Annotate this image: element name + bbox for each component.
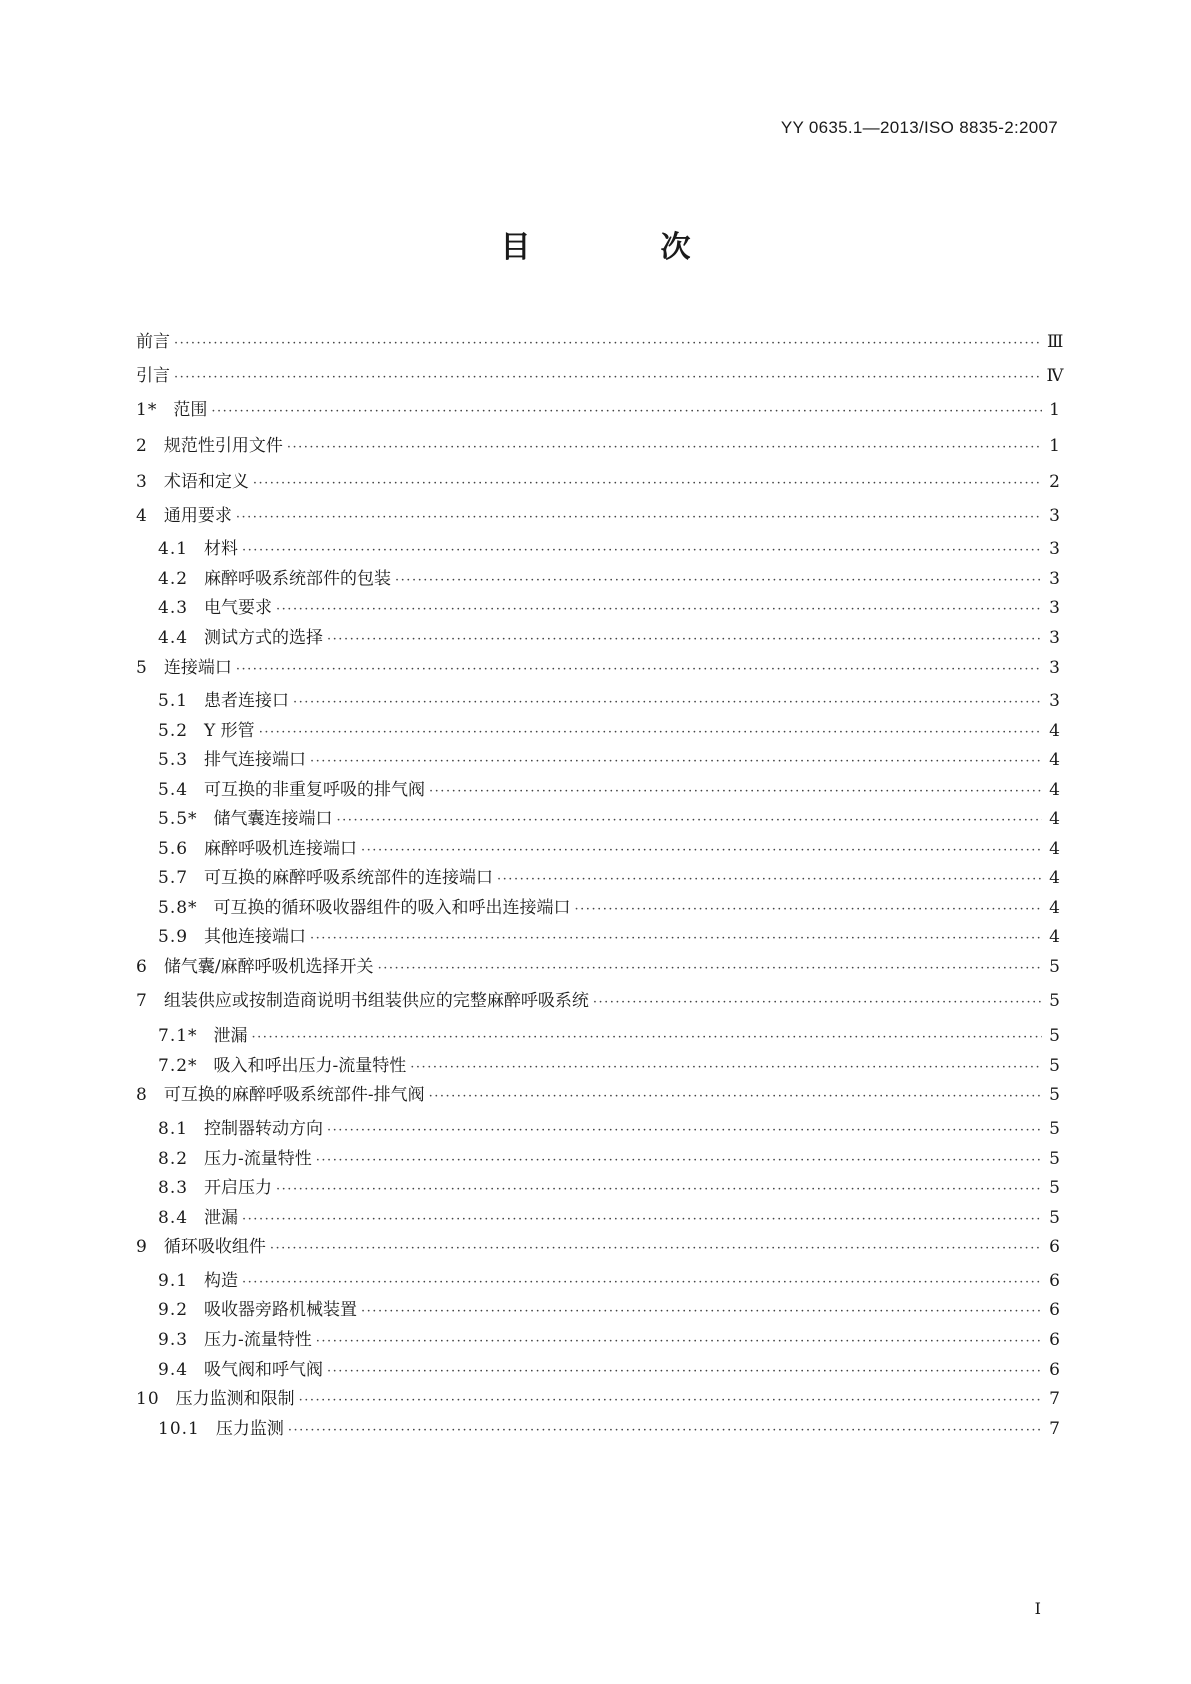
toc-dot-leader (395, 572, 1042, 590)
toc-entry[interactable] (136, 431, 1060, 457)
toc-dot-leader (361, 1303, 1042, 1321)
toc-entry-number: 9.1 (158, 1271, 189, 1291)
toc-entry-page: Ⅲ (1046, 332, 1064, 352)
toc-entry-number: 5.6 (158, 839, 189, 859)
toc-entry-number: 5.2 (158, 721, 189, 741)
toc-dot-leader (327, 631, 1042, 649)
toc-entry-title (158, 627, 327, 649)
toc-dot-leader (310, 753, 1042, 771)
toc-entry-title (158, 808, 337, 830)
toc-entry-label: 电气要求 (204, 598, 273, 618)
toc-entry-page: 5 (1049, 1208, 1060, 1228)
toc-entry-label: 吸收器旁路机械装置 (204, 1300, 358, 1320)
toc-entry[interactable] (158, 922, 1060, 948)
toc-entry-page: Ⅳ (1046, 366, 1064, 386)
toc-entry-label: 压力监测 (215, 1419, 284, 1439)
page-title: 目 次 (500, 230, 741, 265)
toc-entry-page: 4 (1049, 839, 1060, 859)
toc-entry[interactable] (136, 1384, 1060, 1410)
toc-dot-leader (337, 812, 1042, 830)
toc-entry[interactable] (158, 1203, 1060, 1229)
toc-entry-label: 泄漏 (204, 1208, 239, 1228)
toc-dot-leader (316, 1152, 1042, 1170)
toc-dot-leader (270, 1240, 1042, 1258)
toc-entry-number: 4.2 (158, 569, 189, 589)
toc-entry-page: 3 (1049, 539, 1060, 559)
toc-entry-label: 控制器转动方向 (204, 1119, 324, 1139)
toc-entry-label: 开启压力 (204, 1178, 273, 1198)
toc-entry[interactable] (158, 893, 1060, 919)
toc-entry[interactable] (158, 834, 1060, 860)
toc-entry-title (136, 399, 211, 421)
toc-entry-number: 9.3 (158, 1330, 189, 1350)
toc-entry-number: 8.2 (158, 1149, 189, 1169)
toc-entry-title (136, 435, 287, 457)
toc-entry-number: 7.2* (158, 1056, 198, 1076)
toc-entry-number: 5.4 (158, 780, 189, 800)
toc-dot-leader (327, 1363, 1042, 1381)
toc-entry-page: 6 (1049, 1300, 1060, 1320)
toc-dot-leader (378, 960, 1042, 978)
toc-dot-leader (310, 930, 1042, 948)
toc-entry[interactable] (136, 327, 1064, 353)
toc-entry-label: 储气囊/麻醉呼吸机选择开关 (163, 957, 374, 977)
toc-entry-page: 5 (1049, 991, 1060, 1011)
toc-entry-title (136, 990, 593, 1012)
toc-entry[interactable] (158, 564, 1060, 590)
toc-entry-label: 其他连接端口 (204, 927, 307, 947)
toc-entry[interactable] (158, 1414, 1060, 1440)
toc-dot-leader (236, 509, 1042, 527)
toc-entry-label: 材料 (204, 539, 239, 559)
toc-entry-number: 8.1 (158, 1119, 189, 1139)
toc-entry-page: 5 (1049, 1149, 1060, 1169)
page-number: I (1034, 1599, 1041, 1618)
toc-entry[interactable] (158, 863, 1060, 889)
toc-entry-number: 4.1 (158, 539, 189, 559)
toc-entry[interactable] (158, 775, 1060, 801)
toc-entry[interactable] (136, 1080, 1060, 1106)
toc-entry-title (158, 1299, 361, 1321)
toc-entry-title (158, 1025, 252, 1047)
toc-entry-label: 储气囊连接端口 (213, 809, 333, 829)
toc-entry-title (158, 1177, 276, 1199)
toc-entry-number: 1* (136, 400, 158, 420)
toc-dot-leader (174, 369, 1041, 387)
toc-entry-title (158, 690, 293, 712)
toc-entry[interactable] (136, 986, 1060, 1012)
toc-entry-title (158, 1148, 316, 1170)
toc-entry-label: 可互换的循环吸收器组件的吸入和呼出连接端口 (213, 898, 571, 918)
toc-entry[interactable] (158, 686, 1060, 712)
toc-entry-number: 7 (136, 991, 148, 1011)
toc-entry-page: 1 (1049, 436, 1060, 456)
toc-dot-leader (316, 1333, 1042, 1351)
toc-entry-label: 吸入和呼出压力-流量特性 (213, 1056, 407, 1076)
toc-entry-page: 5 (1049, 1056, 1060, 1076)
toc-entry-label: 排气连接端口 (204, 750, 307, 770)
toc-entry-page: 4 (1049, 927, 1060, 947)
toc-entry-number: 8 (136, 1085, 148, 1105)
toc-entry[interactable] (136, 395, 1060, 421)
toc-entry-title (136, 331, 174, 353)
toc-entry[interactable] (158, 1266, 1060, 1292)
toc-entry-title (136, 505, 236, 527)
toc-entry-label: 通用要求 (163, 506, 232, 526)
toc-entry-title (158, 926, 310, 948)
toc-entry-label: 麻醉呼吸系统部件的包装 (204, 569, 392, 589)
toc-dot-leader (429, 783, 1042, 801)
toc-entry-page: 3 (1049, 598, 1060, 618)
toc-dot-leader (174, 335, 1041, 353)
toc-entry[interactable] (136, 361, 1064, 387)
toc-entry[interactable] (158, 1355, 1060, 1381)
toc-dot-leader (327, 1122, 1042, 1140)
toc-dot-leader (242, 542, 1042, 560)
toc-entry-page: 6 (1049, 1271, 1060, 1291)
toc-entry-title (158, 538, 242, 560)
toc-entry-label: 循环吸收组件 (163, 1237, 266, 1257)
toc-dot-leader (259, 724, 1042, 742)
toc-entry-label: 泄漏 (213, 1026, 248, 1046)
toc-entry-title (158, 720, 259, 742)
toc-entry-label: 可互换的麻醉呼吸系统部件-排气阀 (163, 1085, 425, 1105)
toc-entry-number: 3 (136, 472, 148, 492)
toc-dot-leader (410, 1059, 1042, 1077)
toc-entry-title (158, 1418, 288, 1440)
toc-dot-leader (276, 1181, 1042, 1199)
toc-entry-number: 5.3 (158, 750, 189, 770)
toc-entry-page: 7 (1049, 1389, 1060, 1409)
toc-entry[interactable] (158, 745, 1060, 771)
toc-entry-label: 可互换的麻醉呼吸系统部件的连接端口 (204, 868, 494, 888)
toc-entry-page: 5 (1049, 1085, 1060, 1105)
standard-code: YY 0635.1—2013/ISO 8835-2:2007 (780, 118, 1058, 137)
toc-entry-page: 5 (1049, 1178, 1060, 1198)
toc-entry-label: 吸气阀和呼气阀 (204, 1360, 324, 1380)
toc-dot-leader (293, 694, 1042, 712)
toc-entry-page: 6 (1049, 1237, 1060, 1257)
toc-entry[interactable] (158, 593, 1060, 619)
toc-entry[interactable] (158, 1021, 1060, 1047)
toc-entry-label: 构造 (204, 1271, 239, 1291)
toc-entry-label: 压力-流量特性 (204, 1149, 312, 1169)
toc-entry-page: 6 (1049, 1330, 1060, 1350)
toc-entry-page: 4 (1049, 868, 1060, 888)
toc-entry[interactable] (158, 1295, 1060, 1321)
toc-entry-number: 8.3 (158, 1178, 189, 1198)
toc-entry-page: 4 (1049, 809, 1060, 829)
toc-entry-number: 10 (136, 1389, 160, 1409)
toc-entry-label: 连接端口 (163, 658, 232, 678)
toc-entry-page: 4 (1049, 780, 1060, 800)
toc-entry-number: 5.8* (158, 898, 198, 918)
toc-dot-leader (299, 1392, 1042, 1410)
toc-entry[interactable] (158, 534, 1060, 560)
toc-entry-number: 9 (136, 1237, 148, 1257)
toc-entry-page: 5 (1049, 1026, 1060, 1046)
toc-entry-page: 3 (1049, 658, 1060, 678)
toc-entry-title (158, 867, 497, 889)
toc-entry-page: 5 (1049, 957, 1060, 977)
toc-entry-page: 2 (1049, 472, 1060, 492)
toc-entry-page: 7 (1049, 1419, 1060, 1439)
toc-entry[interactable] (158, 1114, 1060, 1140)
toc-entry-title (158, 1329, 316, 1351)
toc-entry-page: 3 (1049, 569, 1060, 589)
toc-dot-leader (242, 1274, 1042, 1292)
toc-entry[interactable] (136, 467, 1060, 493)
toc-dot-leader (276, 601, 1042, 619)
toc-entry-page: 4 (1049, 750, 1060, 770)
toc-entry-title (158, 1118, 327, 1140)
toc-entry-title (136, 657, 236, 679)
toc-entry-page: 4 (1049, 721, 1060, 741)
toc-entry-title (158, 597, 276, 619)
toc-entry-page: 1 (1049, 400, 1060, 420)
toc-entry-title (136, 365, 174, 387)
toc-entry-number: 4 (136, 506, 148, 526)
toc-dot-leader (236, 661, 1042, 679)
toc-entry-number: 10.1 (158, 1419, 200, 1439)
toc-entry[interactable] (136, 653, 1060, 679)
toc-entry-page: 6 (1049, 1360, 1060, 1380)
toc-entry[interactable] (136, 501, 1060, 527)
toc-entry-title (158, 1270, 242, 1292)
toc-entry[interactable] (136, 952, 1060, 978)
toc-entry[interactable] (158, 1144, 1060, 1170)
toc-entry-label: 规范性引用文件 (163, 436, 283, 456)
toc-entry-title (136, 1084, 429, 1106)
toc-entry-label: 麻醉呼吸机连接端口 (204, 839, 358, 859)
toc-entry-number: 5 (136, 658, 148, 678)
toc-entry-title (158, 838, 361, 860)
toc-entry-number: 5.5* (158, 809, 198, 829)
toc-entry-title (158, 1359, 327, 1381)
toc-entry-title (136, 956, 378, 978)
toc-dot-leader (497, 871, 1042, 889)
toc-entry-number: 5.1 (158, 691, 189, 711)
toc-entry-label: 术语和定义 (163, 472, 249, 492)
toc-dot-leader (211, 403, 1042, 421)
toc-entry-page: 4 (1049, 898, 1060, 918)
toc-entry-label: 压力监测和限制 (175, 1389, 295, 1409)
toc-dot-leader (242, 1211, 1042, 1229)
toc-entry-number: 5.7 (158, 868, 189, 888)
toc-entry[interactable] (158, 1325, 1060, 1351)
toc-entry-title (136, 1388, 299, 1410)
toc-entry-label: 测试方式的选择 (204, 628, 324, 648)
toc-entry-title (158, 1055, 410, 1077)
toc-entry[interactable] (158, 716, 1060, 742)
toc-entry[interactable] (136, 1232, 1060, 1258)
toc-entry-title (158, 897, 575, 919)
toc-entry-title (158, 779, 429, 801)
toc-entry-page: 5 (1049, 1119, 1060, 1139)
toc-entry-label: 组装供应或按制造商说明书组装供应的完整麻醉呼吸系统 (163, 991, 589, 1011)
toc-entry-label: 前言 (136, 332, 170, 352)
toc-entry-number: 2 (136, 436, 148, 456)
toc-entry-title (136, 471, 253, 493)
toc-entry-title (158, 568, 395, 590)
toc-entry-number: 9.2 (158, 1300, 189, 1320)
toc-dot-leader (287, 439, 1042, 457)
toc-dot-leader (593, 994, 1042, 1012)
toc-dot-leader (361, 842, 1042, 860)
toc-entry[interactable] (158, 623, 1060, 649)
toc-entry[interactable] (158, 1173, 1060, 1199)
toc-entry-number: 9.4 (158, 1360, 189, 1380)
toc-entry-page: 3 (1049, 506, 1060, 526)
toc-entry-label: Y 形管 (204, 721, 255, 741)
toc-entry-number: 7.1* (158, 1026, 198, 1046)
toc-entry-label: 患者连接口 (204, 691, 290, 711)
toc-entry-label: 可互换的非重复呼吸的排气阀 (204, 780, 426, 800)
toc-entry-title (158, 749, 310, 771)
toc-entry-label: 范围 (173, 400, 208, 420)
toc-entry[interactable] (158, 1051, 1060, 1077)
toc-entry-title (158, 1207, 242, 1229)
toc-entry[interactable] (158, 804, 1060, 830)
toc-entry-number: 4.3 (158, 598, 189, 618)
toc-dot-leader (253, 475, 1042, 493)
toc-dot-leader (252, 1029, 1042, 1047)
toc-dot-leader (288, 1422, 1042, 1440)
toc-entry-number: 4.4 (158, 628, 189, 648)
toc-entry-label: 压力-流量特性 (204, 1330, 312, 1350)
toc-entry-number: 6 (136, 957, 148, 977)
toc-dot-leader (575, 901, 1042, 919)
toc-entry-page: 3 (1049, 628, 1060, 648)
toc-entry-number: 5.9 (158, 927, 189, 947)
toc-entry-label: 引言 (136, 366, 170, 386)
toc-entry-page: 3 (1049, 691, 1060, 711)
toc-dot-leader (429, 1088, 1042, 1106)
toc-entry-title (136, 1236, 270, 1258)
toc-entry-number: 8.4 (158, 1208, 189, 1228)
